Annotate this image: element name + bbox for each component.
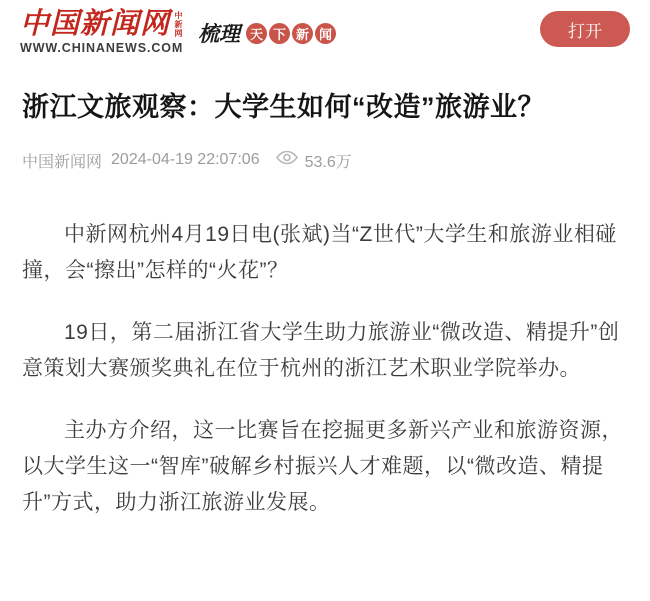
slogan-stamp-icon: 闻 xyxy=(315,23,336,44)
article-paragraph: 19日，第二届浙江省大学生助力旅游业“微改造、精提升”创意策划大赛颁奖典礼在位于杭州的浙江艺术职业学院举办。 xyxy=(22,320,620,380)
article-title: 浙江文旅观察：大学生如何“改造”旅游业？ xyxy=(22,92,545,123)
article-source: 中国新闻网 xyxy=(22,153,103,171)
open-app-button[interactable]: 打开 xyxy=(540,11,630,47)
chinanews-logo[interactable] xyxy=(20,9,184,55)
logo-calligraphy-text: 中国新闻网 xyxy=(20,8,171,40)
article-paragraph: 主办方介绍，这一比赛旨在挖掘更多新兴产业和旅游资源，以大学生这一“智库”破解乡村振兴人才难题，以“微改造、精提升”方式，助力浙江旅游业发展。 xyxy=(22,418,623,514)
views-eye-icon xyxy=(276,150,298,170)
views-count: 53.6万 xyxy=(304,153,352,171)
slogan-prefix-text: 梳理 xyxy=(198,22,241,46)
site-slogan xyxy=(198,18,336,48)
slogan-stamp-icon: 天 xyxy=(246,23,267,44)
site-header xyxy=(0,0,650,55)
article-meta xyxy=(22,149,628,172)
article-timestamp: 2024-04-19 22:07:06 xyxy=(111,151,260,169)
logo-vertical-text: 中新网 xyxy=(174,11,184,38)
article-paragraph: 中新网杭州4月19日电(张斌)当“Z世代”大学生和旅游业相碰撞，会“擦出”怎样的“火花”？ xyxy=(22,222,617,282)
article-body xyxy=(22,217,628,521)
slogan-stamp-icon: 新 xyxy=(292,23,313,44)
logo-url-text: WWW.CHINANEWS.COM xyxy=(20,41,184,56)
logo-top-row xyxy=(20,9,184,39)
article-main xyxy=(0,88,650,520)
slogan-stamp-icon: 下 xyxy=(269,23,290,44)
